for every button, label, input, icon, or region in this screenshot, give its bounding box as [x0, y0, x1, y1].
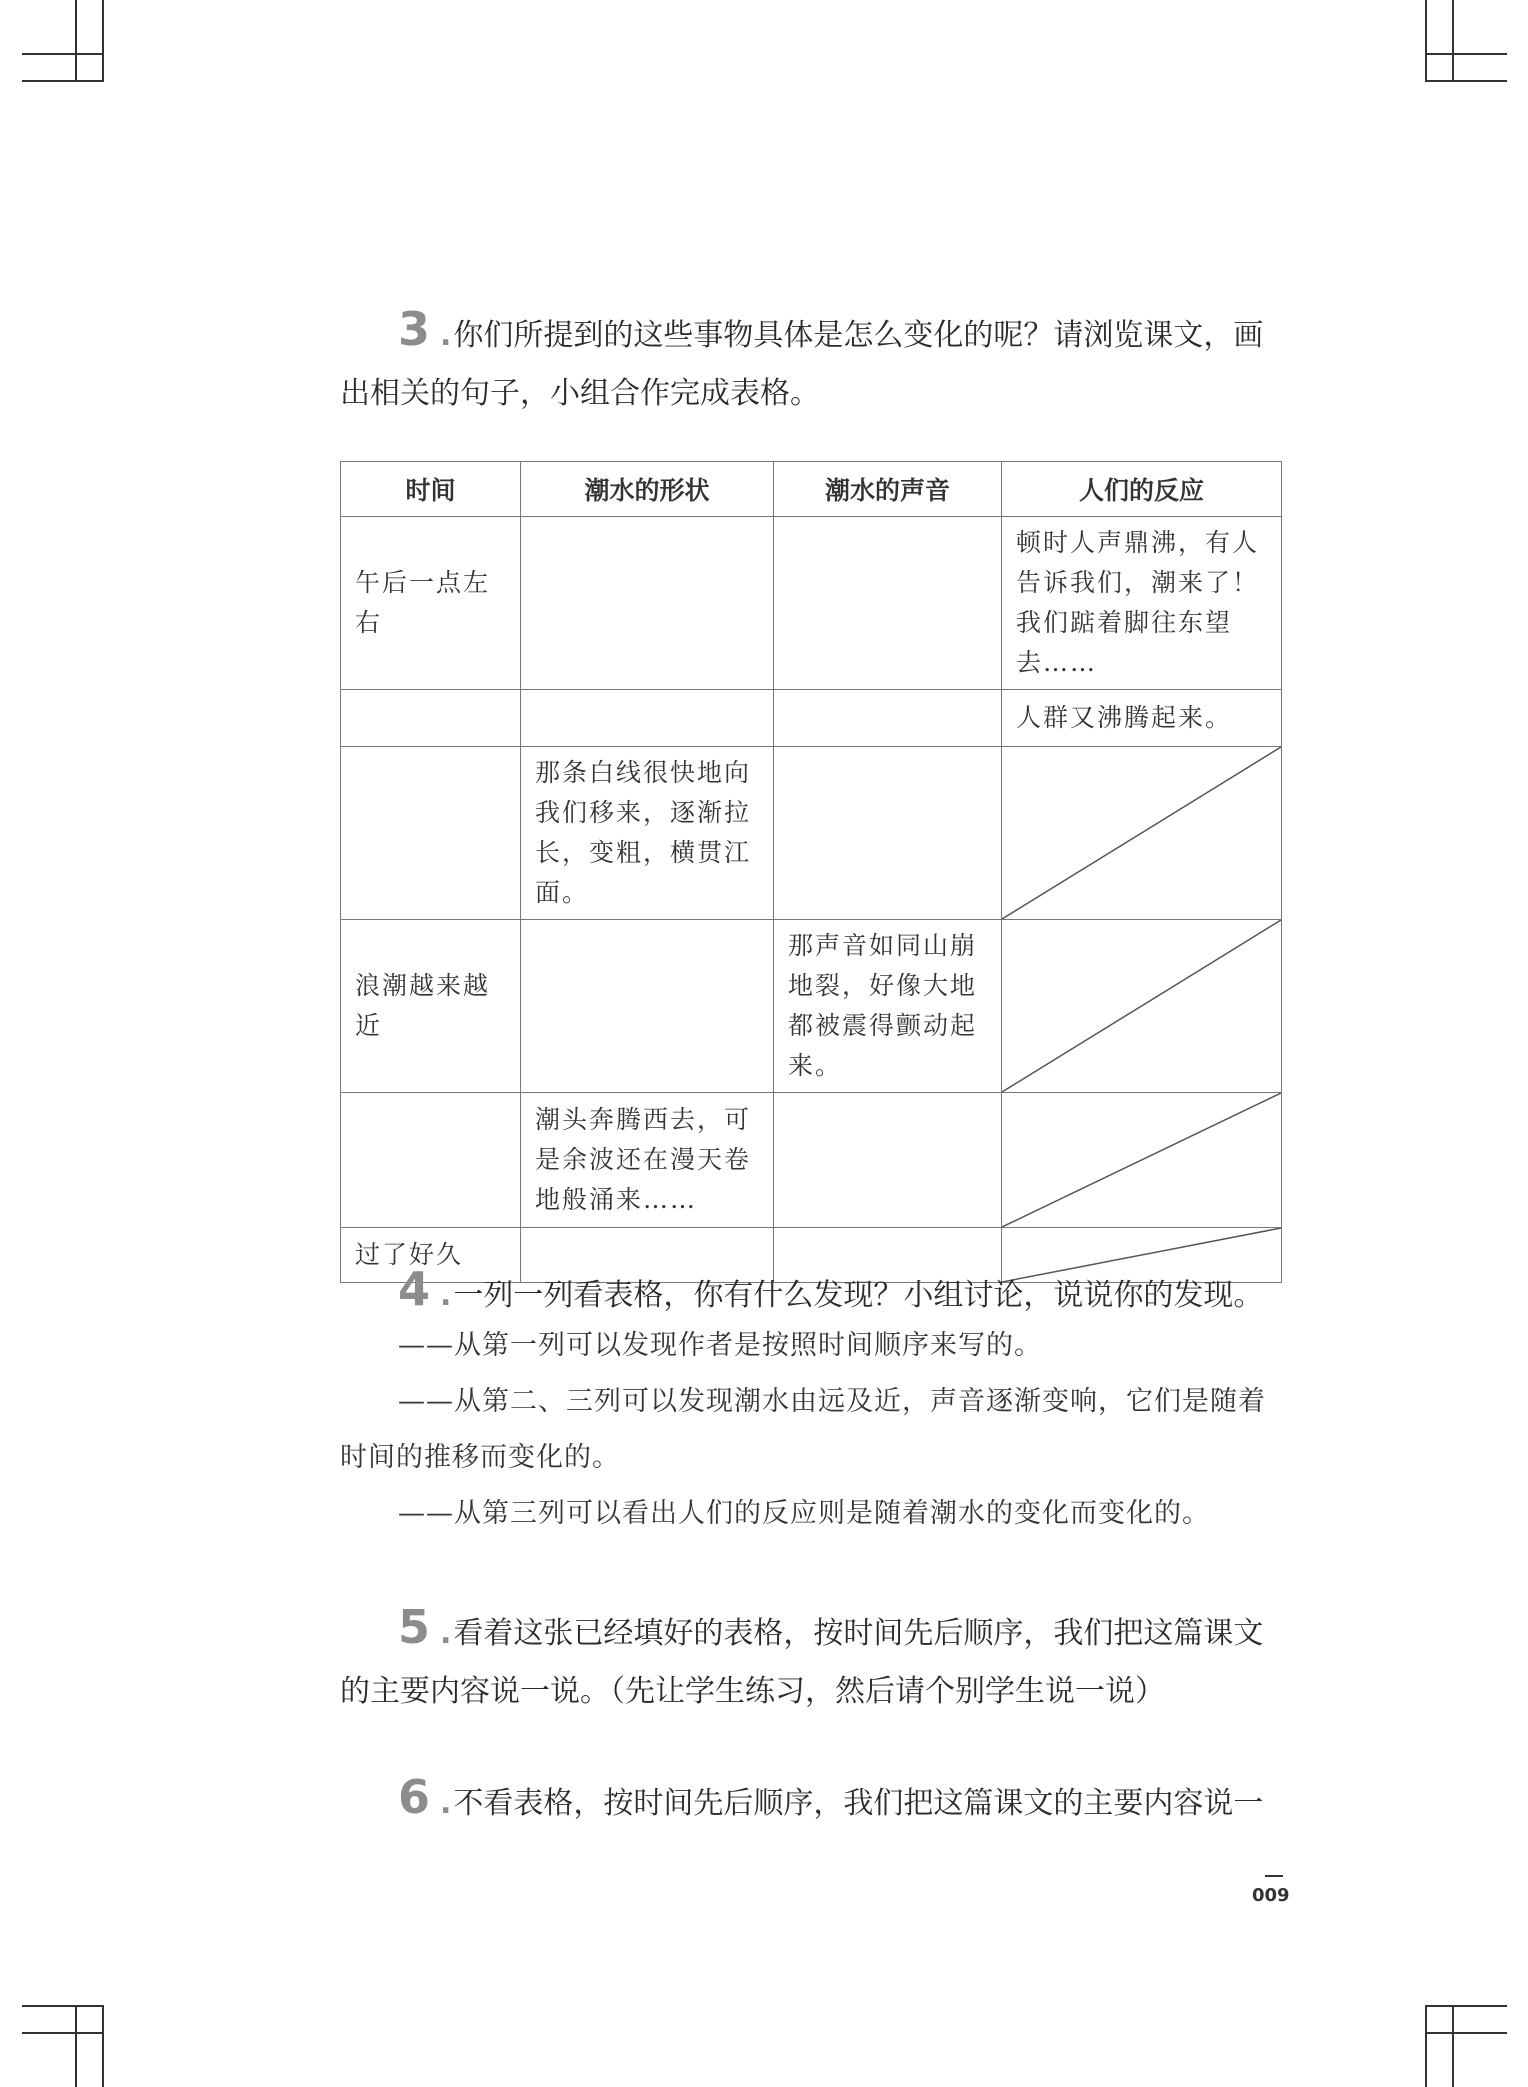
question-dot: . [440, 1616, 452, 1651]
table-row [341, 920, 1282, 1093]
question-number: 5 [398, 1600, 431, 1654]
question-4 [340, 1260, 1285, 1325]
header-shape: 潮水的形状 [521, 462, 774, 517]
cell-time [341, 1093, 521, 1228]
cell-sound [774, 517, 1002, 690]
cell-shape [521, 747, 774, 920]
cell-sound [774, 920, 1002, 1093]
question-dot: . [440, 318, 452, 353]
cell-shape [521, 1093, 774, 1228]
cell-time-text: 过了好久 [355, 1240, 464, 1269]
cell-time-text: 午后一点左右 [355, 568, 491, 637]
crop-mark-br-h1 [1425, 2005, 1507, 2007]
answer-3: ——从第三列可以看出人们的反应则是随着潮水的变化而变化的。 [398, 1498, 1210, 1529]
crop-mark-tr-v2 [1452, 0, 1454, 80]
cell-sound-text [774, 1154, 1001, 1166]
page-number: 009 [1252, 1885, 1290, 1906]
cell-sound [774, 690, 1002, 747]
question-dot: . [440, 1786, 452, 1821]
cell-time [341, 517, 521, 690]
cell-sound-text [774, 597, 1001, 609]
answer-2: ——从第二、三列可以发现潮水由远及近，声音逐渐变响，它们是随着时间的推移而变化的。 [340, 1386, 1266, 1473]
cell-reaction-text: 人群又沸腾起来。 [1016, 703, 1233, 732]
question-text: 一列一列看表格，你有什么发现？小组讨论，说说你的发现。 [453, 1278, 1264, 1313]
diagonal-slash [1002, 920, 1281, 1092]
cell-reaction [1002, 920, 1282, 1093]
cell-time [341, 747, 521, 920]
header-reaction: 人们的反应 [1002, 462, 1282, 517]
cell-shape [521, 690, 774, 747]
crop-mark-tl-v2 [102, 0, 104, 80]
question-dot: . [440, 1278, 452, 1313]
cell-reaction [1002, 747, 1282, 920]
question-6 [340, 1768, 1285, 1833]
crop-mark-bl-v2 [102, 2005, 104, 2087]
crop-mark-tr-v1 [1425, 0, 1427, 80]
question-number: 3 [398, 302, 431, 356]
crop-mark-bl-v1 [75, 2005, 77, 2087]
cell-reaction-text: 顿时人声鼎沸，有人告诉我们，潮来了！我们踮着脚往东望去…… [1016, 528, 1260, 677]
table-row [341, 517, 1282, 690]
crop-mark-tl-v1 [75, 0, 77, 80]
cell-reaction [1002, 690, 1282, 747]
cell-shape-text [521, 597, 773, 609]
cell-shape-text: 潮头奔腾西去，可是余波还在漫天卷地般涌来…… [535, 1105, 752, 1214]
table-row [341, 690, 1282, 747]
answer-1: ——从第一列可以发现作者是按照时间顺序来写的。 [398, 1330, 1042, 1361]
cell-sound [774, 1093, 1002, 1228]
observation-table [340, 461, 1282, 1283]
crop-mark-tr-h1 [1425, 53, 1507, 55]
crop-mark-tl-h2 [22, 80, 104, 82]
cell-time [341, 920, 521, 1093]
diagonal-slash [1002, 747, 1281, 919]
crop-mark-tr-h2 [1425, 80, 1507, 82]
cell-shape-text: 那条白线很快地向我们移来，逐渐拉长，变粗，横贯江面。 [535, 758, 752, 907]
cell-shape-text [521, 1000, 773, 1012]
question-5 [340, 1598, 1285, 1721]
header-time: 时间 [341, 462, 521, 517]
crop-mark-bl-h2 [22, 2032, 104, 2034]
cell-shape-text [521, 712, 773, 724]
question-3 [340, 300, 1285, 423]
cell-reaction [1002, 1093, 1282, 1228]
cell-time-text [341, 712, 520, 724]
cell-time-text [341, 827, 520, 839]
page-number-rule [1265, 1875, 1283, 1877]
crop-mark-br-h2 [1425, 2032, 1507, 2034]
crop-mark-br-v2 [1452, 2005, 1454, 2087]
table-row [341, 747, 1282, 920]
table-row [341, 1093, 1282, 1228]
diagonal-slash [1002, 1093, 1281, 1227]
header-sound: 潮水的声音 [774, 462, 1002, 517]
table-header-row [341, 462, 1282, 517]
cell-time [341, 690, 521, 747]
cell-time-text: 浪潮越来越近 [355, 971, 491, 1040]
question-number: 6 [398, 1770, 431, 1824]
crop-mark-tl-h1 [22, 53, 104, 55]
question-text: 你们所提到的这些事物具体是怎么变化的呢？请浏览课文，画出相关的句子，小组合作完成表格。 [340, 318, 1264, 411]
cell-sound-text [774, 827, 1001, 839]
question-text: 看着这张已经填好的表格，按时间先后顺序，我们把这篇课文的主要内容说一说。（先让学生练习，然后请个别学生说一说） [340, 1616, 1264, 1709]
cell-time-text [341, 1154, 520, 1166]
cell-sound [774, 747, 1002, 920]
cell-shape [521, 517, 774, 690]
crop-mark-bl-h1 [22, 2005, 104, 2007]
cell-reaction [1002, 517, 1282, 690]
crop-mark-br-v1 [1425, 2005, 1427, 2087]
cell-shape [521, 920, 774, 1093]
cell-sound-text: 那声音如同山崩地裂，好像大地都被震得颤动起来。 [788, 931, 978, 1080]
question-text: 不看表格，按时间先后顺序，我们把这篇课文的主要内容说一 [453, 1786, 1264, 1821]
question-number: 4 [398, 1262, 431, 1316]
cell-sound-text [774, 712, 1001, 724]
